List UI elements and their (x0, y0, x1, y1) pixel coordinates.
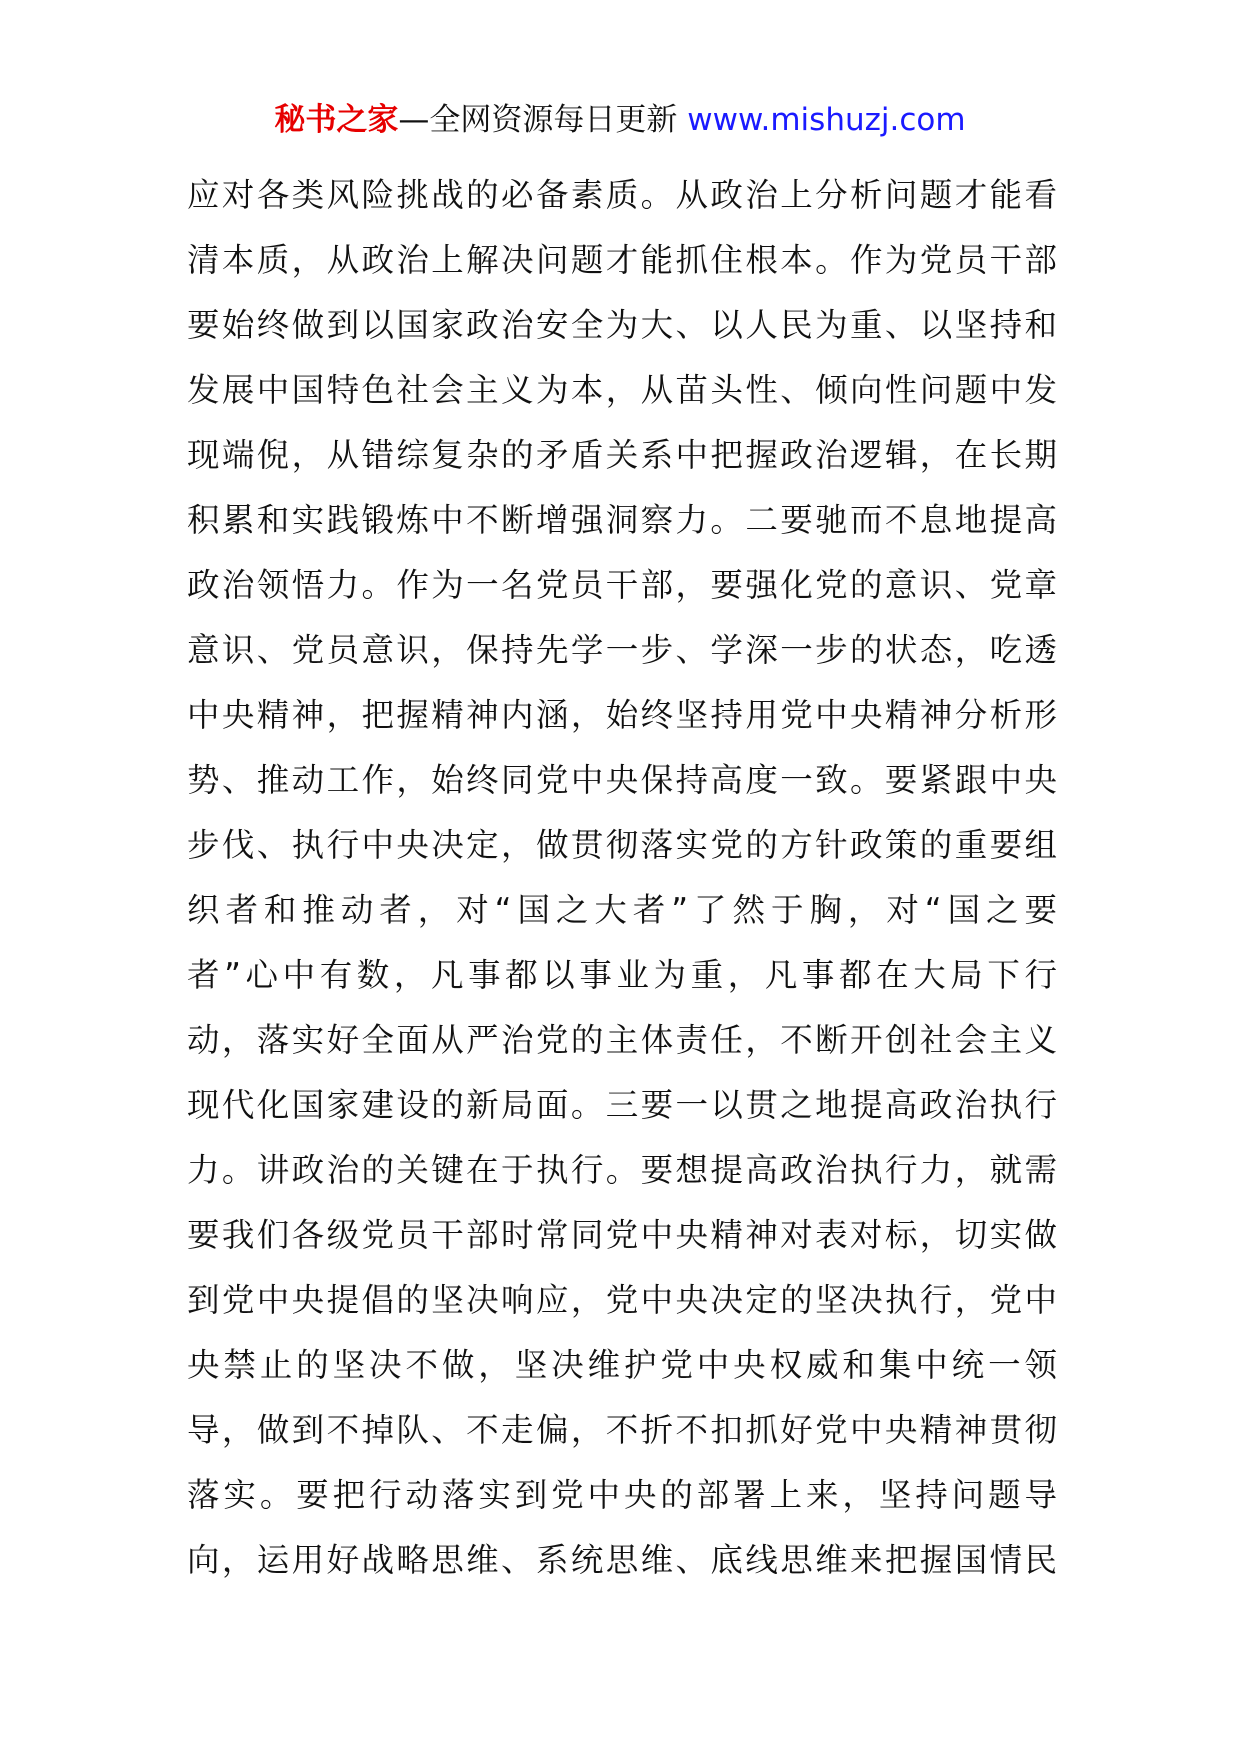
text-line: 现代化国家建设的新局面。三要一以贯之地提高政治执行 (187, 1086, 1057, 1124)
page-header (0, 100, 1240, 140)
text-line: 发展中国特色社会主义为本，从苗头性、倾向性问题中发 (187, 371, 1057, 409)
site-url-link[interactable]: www.mishuzj.com (687, 102, 966, 138)
text-line: 到党中央提倡的坚决响应，党中央决定的坚决执行，党中 (187, 1281, 1057, 1319)
text-line: 中央精神，把握精神内涵，始终坚持用党中央精神分析形 (187, 696, 1057, 734)
text-line: 动，落实好全面从严治党的主体责任，不断开创社会主义 (187, 1021, 1057, 1059)
text-line: 力。讲政治的关键在于执行。要想提高政治执行力，就需 (187, 1151, 1057, 1189)
text-line: 积累和实践锻炼中不断增强洞察力。二要驰而不息地提高 (187, 501, 1057, 539)
text-line: 意识、党员意识，保持先学一步、学深一步的状态，吃透 (187, 631, 1057, 669)
text-line: 要始终做到以国家政治安全为大、以人民为重、以坚持和 (187, 306, 1057, 344)
text-line: 应对各类风险挑战的必备素质。从政治上分析问题才能看 (187, 176, 1057, 214)
document-body (187, 163, 1057, 1593)
text-line: 势、推动工作，始终同党中央保持高度一致。要紧跟中央 (187, 761, 1057, 799)
text-line: 向，运用好战略思维、系统思维、底线思维来把握国情民 (187, 1541, 1057, 1579)
text-line: 清本质，从政治上解决问题才能抓住根本。作为党员干部 (187, 241, 1057, 279)
text-line: 现端倪，从错综复杂的矛盾关系中把握政治逻辑，在长期 (187, 436, 1057, 474)
text-line: 落实。要把行动落实到党中央的部署上来，坚持问题导 (187, 1476, 1057, 1514)
text-line: 步伐、执行中央决定，做贯彻落实党的方针政策的重要组 (187, 826, 1057, 864)
header-tagline: —全网资源每日更新 (398, 102, 678, 138)
text-line: 织者和推动者，对“国之大者”了然于胸，对“国之要 (187, 891, 1057, 929)
text-line: 要我们各级党员干部时常同党中央精神对表对标，切实做 (187, 1216, 1057, 1254)
brand-name: 秘书之家 (274, 102, 399, 138)
text-line: 政治领悟力。作为一名党员干部，要强化党的意识、党章 (187, 566, 1057, 604)
text-line: 者”心中有数，凡事都以事业为重，凡事都在大局下行 (187, 956, 1057, 994)
text-line: 央禁止的坚决不做，坚决维护党中央权威和集中统一领 (187, 1346, 1057, 1384)
text-line: 导，做到不掉队、不走偏，不折不扣抓好党中央精神贯彻 (187, 1411, 1057, 1449)
